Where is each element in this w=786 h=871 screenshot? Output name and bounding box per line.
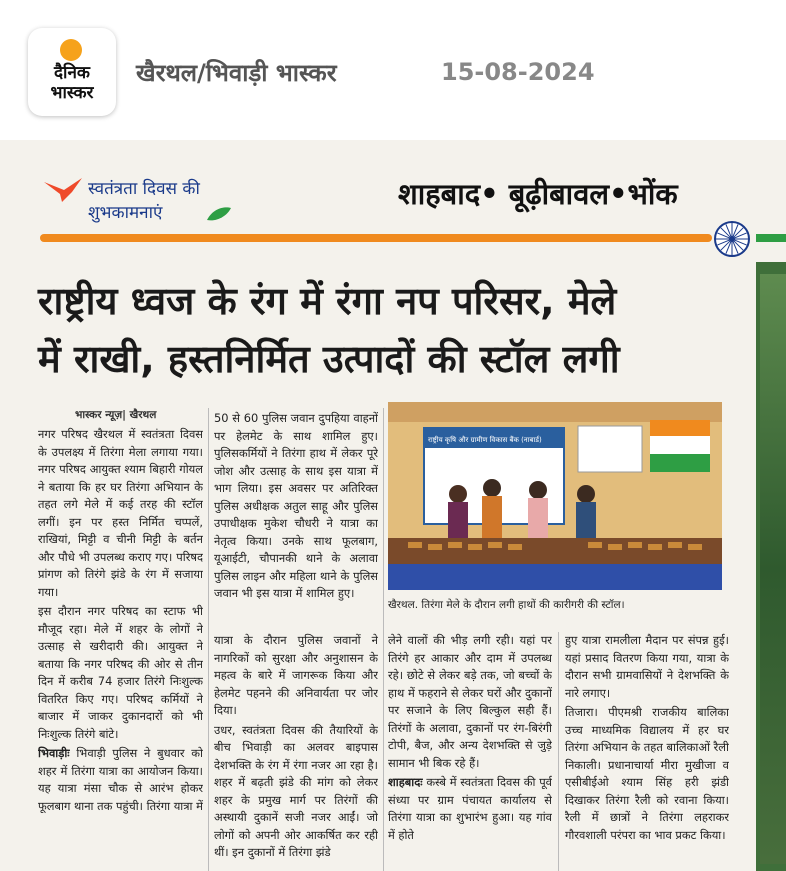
column-divider <box>383 408 384 871</box>
col3-lead: शाहबादः <box>388 775 423 789</box>
col1-lead: भिवाड़ीः <box>38 746 70 760</box>
dainik-bhaskar-logo[interactable] <box>28 28 116 116</box>
logo-line2: भास्कर <box>50 83 94 103</box>
article-column-4 <box>565 632 729 871</box>
col3-para1: लेने वालों की भीड़ लगी रही। यहां पर तिरंगे हर आकार और दाम में उपलब्ध रहे। छोटे से लेकर बड़े तक, जो बच्चों के हाथ में फहराने से लेकर घरों और दुकानों पर सजाने के लिए बिल्कुल सही हैं। तिरंगों के अलावा, दुकानों पर रंग-बिरंगी टोपी, बैज, और अन्य देशभक्ति से जुड़े सामान भी बिक रहे हैं। <box>388 633 552 770</box>
saffron-band <box>40 234 712 242</box>
leaf-icon <box>205 204 233 224</box>
article-column-1 <box>38 426 203 871</box>
logo-line1: दैनिक <box>54 63 90 83</box>
col1-para2: इस दौरान नगर परिषद का स्टाफ भी मौजूद रहा। मेले में शहर के लोगों ने उत्साह से खरीदारी की। आयुक्त ने बताया कि नगर परिषद की ओर से तीन दिन में करीब 74 हजार तिरंगे निःशुल्क वितरित किए गए। परिषद कर्मियों ने बाजार में जाकर दुकानदारों को भी निःशुल्क तिरंगे बांटे। <box>38 604 203 741</box>
column-divider <box>208 408 209 871</box>
col4-para1: हुए यात्रा रामलीला मैदान पर संपन्न हुई। यहां प्रसाद वितरण किया गया, यात्रा के दौरान सभी ग्रामवासियों ने देशभक्ति के नारे लगाए। <box>565 633 729 700</box>
col2-para2: उधर, स्वतंत्रता दिवस की तैयारियों के बीच भिवाड़ी का अलवर बाइपास देशभक्ति के रंग में रंगा नजर आ रहा है। शहर में बढ़ती झंडे की मांग को लेकर शहर के प्रमुख मार्ग पर तिरंगों की अस्थायी दुकानें सजी नजर आईं। जो लोगों को अपनी ओर आकर्षित कर रही थीं। इन दुकानों में तिरंगा झंडे <box>214 722 378 859</box>
col1-para1: नगर परिषद खैरथल में स्वतंत्रता दिवस के उपलक्ष्य में तिरंगा मेला लगाया गया। नगर परिषद आयुक्त श्याम बिहारी गोयल ने बताया कि हर घर तिरंगा अभियान के तहत लगे मेले में कई तरह की स्टॉल लगीं। इन पर हस्त निर्मित चप्पलें, राखियां, मिट्टी व चीनी मिट्टी के बर्तन और पौधे भी उपलब्ध कराए गए। परिषद प्रांगण को तिरंगे झंडे के रंग में सजाया गया। <box>38 427 203 599</box>
ashoka-chakra-icon <box>713 220 751 258</box>
col4-para2: तिजारा। पीएमश्री राजकीय बालिका उच्च माध्यमिक विद्यालय में हर घर तिरंगा अभियान के तहत बालिकाओं रैली निकाली। प्रधानाचार्या मीरा मुखीजा व एसीबीईओ श्याम सिंह हरी झंडी दिखाकर तिरंगा रैली को रवाना किया। रैली में छात्रों ने तिरंगा लहराकर गौरवशाली परंपरा का भाव प्रकट किया। <box>565 705 729 842</box>
headline-line1: राष्ट्रीय ध्वज के रंग में रंगा नप परिसर, मेले <box>38 279 617 323</box>
greeting-line1: स्वतंत्रता दिवस की <box>88 179 200 199</box>
stall-photo[interactable] <box>388 402 722 590</box>
col3-para2 <box>388 774 552 844</box>
article-column-2-top <box>214 410 378 628</box>
edition-title: खैरथल/भिवाड़ी भास्कर <box>136 59 337 87</box>
byline: भास्कर न्यूज़| खैरथल <box>75 409 157 421</box>
headline-line2: में राखी, हस्तनिर्मित उत्पादों की स्टॉल लगी <box>38 337 620 381</box>
newspaper-page[interactable] <box>0 140 786 871</box>
col2-para1: यात्रा के दौरान पुलिस जवानों ने नागरिकों को सुरक्षा और अनुशासन के महत्व के बारे में जागरूक किया और हेलमेट पहनने की अनिवार्यता पर जोर दिया। <box>214 633 378 717</box>
col1-tail: भिवाड़ी पुलिस ने बुधवार को शहर में तिरंगा यात्रा का आयोजन किया। यह यात्रा मंसा चौक से आरंभ होकर फूलबाग थाना तक पहुंची। तिरंगा यात्रा में <box>38 746 203 813</box>
app-header <box>0 0 786 140</box>
col3-tail: कस्बे में स्वतंत्रता दिवस की पूर्व संध्या पर ग्राम पंचायत कार्यालय से तिरंगा यात्रा का शुभारंभ हुआ। यह गांव में होते <box>388 775 552 842</box>
adjacent-page-edge <box>756 262 786 871</box>
col1-para3 <box>38 745 203 815</box>
photo-banner-text: राष्ट्रीय कृषि और ग्रामीण विकास बैंक (नाबार्ड) <box>428 436 542 444</box>
column-divider <box>558 632 559 871</box>
greeting-line2: शुभकामनाएं <box>88 203 163 223</box>
col2-top-para: 50 से 60 पुलिस जवान दुपहिया वाहनों पर हेलमेट के साथ शामिल हुए। पुलिसकर्मियों ने तिरंगा हाथ में लेकर पूरे जोश और उत्साह के साथ इस यात्रा में भाग लिया। इस अवसर पर अतिरिक्त पुलिस अधीक्षक अतुल साहू और पुलिस उपाधीक्षक मुकेश चौधरी ने यात्रा का नेतृत्व किया। उनके साथ फूलबाग, यूआईटी, चौपानकी थाने के अलावा पुलिस लाइन और महिला थाने के पुलिस जवान भी इस यात्रा में शामिल हुए। <box>214 411 378 600</box>
green-band <box>756 234 786 242</box>
places-strip: शाहबाद• बूढ़ीबावल•भोंक <box>398 177 678 211</box>
bird-icon <box>42 176 86 206</box>
article-column-2-bottom <box>214 632 378 871</box>
photo-caption: खैरथल. तिरंगा मेले के दौरान लगी हाथों की कारीगरी की स्टॉल। <box>388 599 625 611</box>
stall-photo-drawing <box>388 402 722 590</box>
edition-date: 15-08-2024 <box>441 58 595 86</box>
article-column-3 <box>388 632 552 871</box>
sun-icon <box>60 39 82 61</box>
